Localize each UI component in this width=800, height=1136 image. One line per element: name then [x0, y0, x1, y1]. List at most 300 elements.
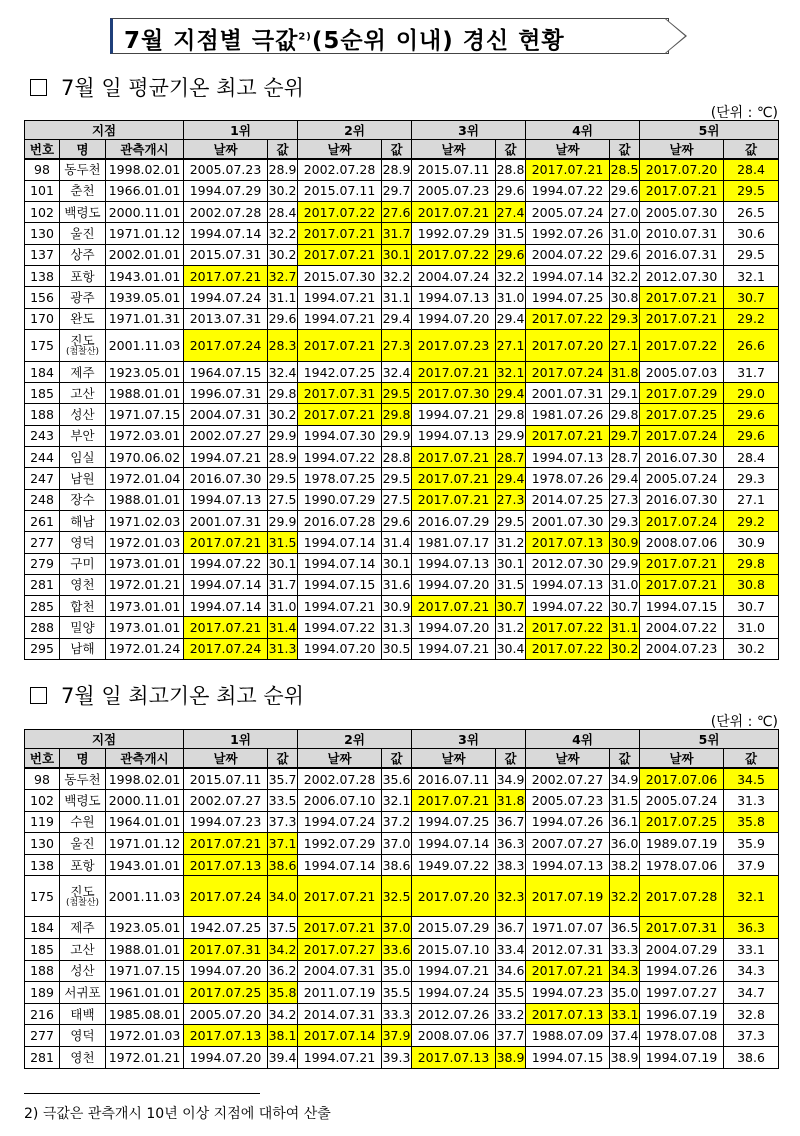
station-name-cell: [60, 811, 106, 833]
rank-4-date: 2017.07.21: [526, 960, 610, 982]
table-row: [25, 404, 779, 425]
rank-3-value: 36.7: [496, 811, 526, 833]
station-number: 156: [25, 287, 60, 308]
rank-2-value: 35.6: [382, 768, 412, 790]
rank-4-value: 29.8: [610, 404, 640, 425]
subheader-cell: 날짜: [640, 749, 724, 769]
rank-4-date: 2005.07.23: [526, 790, 610, 812]
header-rank-3: 3위: [412, 730, 526, 749]
observation-start: 2001.11.03: [106, 329, 184, 361]
table-row: [25, 361, 779, 382]
rank-2-value: 31.4: [382, 532, 412, 553]
rank-2-date: 2017.07.21: [298, 917, 382, 939]
rank-1-date: 2015.07.31: [184, 244, 268, 265]
rank-1-value: 28.4: [268, 202, 298, 223]
rank-2-date: 1994.07.15: [298, 574, 382, 595]
subheader-cell: 관측개시: [106, 749, 184, 769]
rank-4-date: 1994.07.25: [526, 287, 610, 308]
rank-1-value: 29.9: [268, 510, 298, 531]
title-footnote-mark: 2): [298, 31, 312, 43]
rank-5-value: 38.6: [724, 1047, 779, 1069]
station-name-cell: [60, 854, 106, 876]
rank-1-date: 2002.07.27: [184, 425, 268, 446]
table-row: [25, 638, 779, 659]
station-name: 영덕: [70, 1028, 95, 1044]
station-number: 184: [25, 917, 60, 939]
rank-1-date: 1964.07.15: [184, 361, 268, 382]
rank-3-value: 32.2: [496, 265, 526, 286]
rank-5-value: 26.5: [724, 202, 779, 223]
rank-1-date: 2017.07.31: [184, 939, 268, 961]
rank-4-value: 27.0: [610, 202, 640, 223]
table-row: [25, 833, 779, 855]
rank-3-value: 36.7: [496, 917, 526, 939]
rank-5-date: 2017.07.21: [640, 308, 724, 329]
observation-start: 1972.01.03: [106, 1025, 184, 1047]
rank-3-value: 29.6: [496, 244, 526, 265]
rank-3-value: 27.1: [496, 329, 526, 361]
rank-4-date: 2017.07.19: [526, 876, 610, 917]
subheader-cell: 값: [496, 140, 526, 160]
rank-3-date: 2017.07.21: [412, 790, 496, 812]
rank-1-value: 33.5: [268, 790, 298, 812]
rank-3-date: 2017.07.13: [412, 1047, 496, 1069]
rank-2-date: 2006.07.10: [298, 790, 382, 812]
section-title: 7월 일 최고기온 최고 순위: [61, 684, 304, 708]
rank-5-date: 2008.07.06: [640, 532, 724, 553]
rank-2-value: 29.5: [382, 468, 412, 489]
rank-2-date: 1994.07.21: [298, 1047, 382, 1069]
rank-4-value: 32.2: [610, 876, 640, 917]
rank-5-date: 2017.07.24: [640, 425, 724, 446]
station-number: 184: [25, 361, 60, 382]
rank-5-date: 2005.07.30: [640, 202, 724, 223]
rank-5-value: 30.7: [724, 287, 779, 308]
rank-4-value: 29.6: [610, 180, 640, 201]
station-name-cell: [60, 1025, 106, 1047]
rank-4-value: 29.7: [610, 425, 640, 446]
rank-5-value: 26.6: [724, 329, 779, 361]
rank-2-value: 27.6: [382, 202, 412, 223]
table-row: [25, 917, 779, 939]
rank-2-value: 32.4: [382, 361, 412, 382]
rank-1-date: 2017.07.24: [184, 876, 268, 917]
rank-2-value: 29.6: [382, 510, 412, 531]
rank-2-date: 2002.07.28: [298, 159, 382, 180]
station-number: 130: [25, 223, 60, 244]
rank-2-date: 1994.07.14: [298, 854, 382, 876]
station-number: 170: [25, 308, 60, 329]
station-name-cell: [60, 939, 106, 961]
rank-5-value: 29.5: [724, 180, 779, 201]
station-name: 진도: [70, 332, 95, 348]
rank-5-date: 1994.07.26: [640, 960, 724, 982]
rank-3-value: 31.5: [496, 574, 526, 595]
station-name: 태백: [70, 1006, 95, 1022]
rank-5-value: 32.8: [724, 1003, 779, 1025]
table-row: [25, 768, 779, 790]
station-name: 밀양: [70, 620, 95, 636]
rank-4-date: 1994.07.14: [526, 265, 610, 286]
rank-5-value: 31.7: [724, 361, 779, 382]
station-number: 101: [25, 180, 60, 201]
subheader-cell: 값: [724, 140, 779, 160]
rank-1-value: 28.9: [268, 447, 298, 468]
rank-5-value: 32.1: [724, 265, 779, 286]
rank-1-value: 29.5: [268, 468, 298, 489]
station-number: 175: [25, 329, 60, 361]
rank-2-value: 31.7: [382, 223, 412, 244]
rank-3-date: 1994.07.13: [412, 425, 496, 446]
rank-2-date: 2017.07.22: [298, 202, 382, 223]
rank-5-date: 1994.07.19: [640, 1047, 724, 1069]
station-name: 울진: [70, 836, 95, 852]
observation-start: 1961.01.01: [106, 982, 184, 1004]
rank-1-value: 32.7: [268, 265, 298, 286]
station-name: 성산: [70, 407, 95, 423]
station-name: 백령도: [64, 204, 101, 220]
rank-2-value: 28.9: [382, 159, 412, 180]
rank-4-value: 30.7: [610, 596, 640, 617]
rank-2-value: 30.1: [382, 553, 412, 574]
observation-start: 1964.01.01: [106, 811, 184, 833]
observation-start: 1972.01.03: [106, 532, 184, 553]
rank-4-date: 1981.07.26: [526, 404, 610, 425]
rank-1-value: 38.1: [268, 1025, 298, 1047]
rank-5-date: 2005.07.24: [640, 790, 724, 812]
rank-3-value: 29.6: [496, 180, 526, 201]
rank-2-date: 1994.07.22: [298, 447, 382, 468]
station-name: 임실: [70, 449, 95, 465]
rank-3-date: 2016.07.29: [412, 510, 496, 531]
observation-start: 1973.01.01: [106, 553, 184, 574]
station-name-cell: [60, 180, 106, 201]
station-name-cell: [60, 329, 106, 361]
station-name: 동두천: [64, 771, 101, 787]
station-number: 119: [25, 811, 60, 833]
max-temp-table: [24, 729, 779, 1069]
subheader-cell: 명: [60, 749, 106, 769]
rank-3-value: 28.8: [496, 159, 526, 180]
station-name-cell: [60, 244, 106, 265]
rank-1-value: 30.2: [268, 404, 298, 425]
observation-start: 2000.11.01: [106, 790, 184, 812]
rank-2-date: 2017.07.21: [298, 223, 382, 244]
station-name: 합천: [70, 598, 95, 614]
table-row: [25, 159, 779, 180]
station-name: 고산: [70, 385, 95, 401]
rank-2-date: 2017.07.31: [298, 383, 382, 404]
station-name-cell: [60, 790, 106, 812]
rank-4-value: 29.1: [610, 383, 640, 404]
rank-3-date: 1994.07.21: [412, 404, 496, 425]
rank-2-date: 2002.07.28: [298, 768, 382, 790]
rank-3-value: 29.8: [496, 404, 526, 425]
rank-3-date: 1994.07.25: [412, 811, 496, 833]
rank-2-value: 37.0: [382, 917, 412, 939]
rank-4-value: 29.6: [610, 244, 640, 265]
square-bullet-icon: [30, 79, 47, 96]
rank-5-value: 32.1: [724, 876, 779, 917]
rank-1-date: 2017.07.24: [184, 329, 268, 361]
rank-2-value: 30.5: [382, 638, 412, 659]
rank-4-value: 38.9: [610, 1047, 640, 1069]
rank-3-date: 2017.07.30: [412, 383, 496, 404]
rank-3-date: 1994.07.20: [412, 308, 496, 329]
table-row: [25, 854, 779, 876]
station-number: 102: [25, 202, 60, 223]
rank-4-date: 1994.07.13: [526, 574, 610, 595]
rank-1-value: 37.3: [268, 811, 298, 833]
rank-2-value: 32.5: [382, 876, 412, 917]
subheader-cell: 날짜: [184, 140, 268, 160]
rank-3-value: 31.0: [496, 287, 526, 308]
station-name-cell: [60, 223, 106, 244]
station-name-cell: [60, 1003, 106, 1025]
rank-5-value: 33.1: [724, 939, 779, 961]
rank-3-value: 27.3: [496, 489, 526, 510]
station-number: 243: [25, 425, 60, 446]
rank-3-value: 30.1: [496, 553, 526, 574]
subheader-cell: 날짜: [412, 140, 496, 160]
rank-2-value: 38.6: [382, 854, 412, 876]
station-name: 춘천: [70, 183, 95, 199]
rank-2-date: 2014.07.31: [298, 1003, 382, 1025]
station-number: 102: [25, 790, 60, 812]
rank-1-value: 32.4: [268, 361, 298, 382]
rank-3-date: 1994.07.20: [412, 574, 496, 595]
observation-start: 1972.03.01: [106, 425, 184, 446]
rank-3-value: 34.6: [496, 960, 526, 982]
rank-2-date: 1994.07.24: [298, 811, 382, 833]
table-row: [25, 790, 779, 812]
rank-4-value: 27.3: [610, 489, 640, 510]
rank-3-value: 29.4: [496, 468, 526, 489]
station-number: 98: [25, 159, 60, 180]
rank-4-date: 1992.07.26: [526, 223, 610, 244]
rank-3-date: 2017.07.22: [412, 244, 496, 265]
station-name: 영덕: [70, 534, 95, 550]
rank-1-value: 39.4: [268, 1047, 298, 1069]
rank-4-value: 36.5: [610, 917, 640, 939]
rank-2-value: 33.3: [382, 1003, 412, 1025]
rank-4-date: 1978.07.26: [526, 468, 610, 489]
station-name-cell: [60, 468, 106, 489]
table-row: [25, 1003, 779, 1025]
rank-3-value: 31.2: [496, 617, 526, 638]
rank-4-value: 36.1: [610, 811, 640, 833]
unit-label-1: (단위 : ℃): [710, 105, 778, 121]
title-main: 7월 지점별 극값: [124, 28, 299, 54]
rank-4-date: 1988.07.09: [526, 1025, 610, 1047]
section-heading-1: [30, 72, 304, 102]
rank-2-value: 37.0: [382, 833, 412, 855]
rank-4-value: 29.9: [610, 553, 640, 574]
rank-3-value: 31.8: [496, 790, 526, 812]
header-rank-3: 3위: [412, 121, 526, 140]
observation-start: 1985.08.01: [106, 1003, 184, 1025]
rank-4-value: 30.9: [610, 532, 640, 553]
rank-2-date: 1994.07.21: [298, 308, 382, 329]
station-name-cell: [60, 960, 106, 982]
rank-2-date: 2017.07.14: [298, 1025, 382, 1047]
rank-3-value: 30.4: [496, 638, 526, 659]
rank-1-date: 2001.07.31: [184, 510, 268, 531]
rank-2-value: 31.3: [382, 617, 412, 638]
observation-start: 1971.07.15: [106, 960, 184, 982]
subheader-cell: 값: [382, 749, 412, 769]
rank-4-value: 33.1: [610, 1003, 640, 1025]
rank-5-value: 29.0: [724, 383, 779, 404]
station-name-cell: [60, 447, 106, 468]
rank-5-date: 2017.07.21: [640, 553, 724, 574]
rank-2-date: 2015.07.11: [298, 180, 382, 201]
table-row: [25, 532, 779, 553]
rank-3-date: 1994.07.20: [412, 617, 496, 638]
rank-2-value: 30.9: [382, 596, 412, 617]
rank-3-date: 2017.07.21: [412, 468, 496, 489]
rank-1-date: 2017.07.21: [184, 617, 268, 638]
station-name: 남원: [70, 471, 95, 486]
rank-5-value: 30.8: [724, 574, 779, 595]
table-row: [25, 982, 779, 1004]
rank-5-date: 2017.07.21: [640, 180, 724, 201]
subheader-cell: 값: [268, 140, 298, 160]
rank-4-date: 2005.07.24: [526, 202, 610, 223]
station-name: 서귀포: [64, 985, 101, 1001]
rank-5-value: 28.4: [724, 159, 779, 180]
rank-3-date: 2012.07.26: [412, 1003, 496, 1025]
table-row: [25, 308, 779, 329]
table-row: [25, 489, 779, 510]
station-name: 광주: [70, 289, 95, 305]
station-number: 175: [25, 876, 60, 917]
subheader-cell: 번호: [25, 140, 60, 160]
table-row: [25, 244, 779, 265]
rank-1-date: 1994.07.22: [184, 553, 268, 574]
rank-5-value: 34.3: [724, 960, 779, 982]
subheader-cell: 날짜: [298, 749, 382, 769]
station-name: 상주: [70, 247, 95, 263]
rank-4-value: 32.2: [610, 265, 640, 286]
rank-4-date: 2017.07.13: [526, 532, 610, 553]
section-title: 7월 일 평균기온 최고 순위: [61, 76, 304, 100]
rank-2-date: 1994.07.21: [298, 287, 382, 308]
station-number: 188: [25, 960, 60, 982]
rank-1-date: 2017.07.21: [184, 833, 268, 855]
rank-1-date: 1942.07.25: [184, 917, 268, 939]
table-row: [25, 596, 779, 617]
rank-3-date: 1994.07.14: [412, 833, 496, 855]
station-name-cell: [60, 574, 106, 595]
rank-5-value: 37.3: [724, 1025, 779, 1047]
rank-1-value: 27.5: [268, 489, 298, 510]
rank-1-date: 2017.07.13: [184, 1025, 268, 1047]
station-number: 277: [25, 532, 60, 553]
table-row: [25, 202, 779, 223]
rank-5-date: 2017.07.25: [640, 811, 724, 833]
rank-3-date: 2004.07.24: [412, 265, 496, 286]
rank-5-value: 30.7: [724, 596, 779, 617]
rank-5-date: 2017.07.21: [640, 574, 724, 595]
rank-2-date: 1990.07.29: [298, 489, 382, 510]
rank-1-value: 32.2: [268, 223, 298, 244]
rank-3-date: 2016.07.11: [412, 768, 496, 790]
station-name-cell: [60, 308, 106, 329]
rank-2-value: 30.1: [382, 244, 412, 265]
rank-3-date: 2017.07.23: [412, 329, 496, 361]
station-number: 281: [25, 1047, 60, 1069]
station-number: 188: [25, 404, 60, 425]
rank-4-date: 1994.07.22: [526, 180, 610, 201]
rank-4-date: 1994.07.13: [526, 854, 610, 876]
rank-3-value: 34.9: [496, 768, 526, 790]
subheader-cell: 날짜: [640, 140, 724, 160]
subheader-cell: 날짜: [298, 140, 382, 160]
station-number: 277: [25, 1025, 60, 1047]
rank-2-value: 33.6: [382, 939, 412, 961]
table-row: [25, 1047, 779, 1069]
station-name: 영천: [70, 1049, 95, 1065]
rank-4-value: 31.8: [610, 361, 640, 382]
table-row: [25, 223, 779, 244]
station-name: 영천: [70, 577, 95, 593]
rank-5-date: 2017.07.28: [640, 876, 724, 917]
rank-1-date: 2004.07.31: [184, 404, 268, 425]
station-name-cell: [60, 510, 106, 531]
rank-4-date: 2017.07.20: [526, 329, 610, 361]
station-name: 해남: [70, 513, 95, 529]
rank-4-date: 2001.07.30: [526, 510, 610, 531]
rank-5-value: 30.9: [724, 532, 779, 553]
rank-3-date: 2017.07.21: [412, 361, 496, 382]
rank-5-date: 1996.07.19: [640, 1003, 724, 1025]
rank-3-date: 2017.07.21: [412, 202, 496, 223]
station-name: 부안: [70, 428, 95, 444]
rank-5-value: 28.4: [724, 447, 779, 468]
rank-5-date: 2017.07.31: [640, 917, 724, 939]
rank-2-date: 2017.07.21: [298, 404, 382, 425]
rank-1-date: 1994.07.14: [184, 223, 268, 244]
rank-2-date: 1992.07.29: [298, 833, 382, 855]
observation-start: 1971.07.15: [106, 404, 184, 425]
rank-1-date: 2015.07.11: [184, 768, 268, 790]
rank-1-date: 2017.07.13: [184, 854, 268, 876]
station-name-cell: [60, 596, 106, 617]
rank-1-value: 28.9: [268, 159, 298, 180]
rank-3-date: 1994.07.13: [412, 287, 496, 308]
station-name: 제주: [70, 920, 95, 936]
rank-3-date: 2008.07.06: [412, 1025, 496, 1047]
rank-3-value: 30.7: [496, 596, 526, 617]
rank-5-value: 29.2: [724, 510, 779, 531]
station-name: 포항: [70, 857, 95, 873]
rank-1-value: 31.3: [268, 638, 298, 659]
rank-1-value: 38.6: [268, 854, 298, 876]
rank-1-value: 31.0: [268, 596, 298, 617]
rank-2-value: 29.8: [382, 404, 412, 425]
header-rank-1: 1위: [184, 730, 298, 749]
rank-3-date: 1994.07.21: [412, 960, 496, 982]
subheader-cell: 명: [60, 140, 106, 160]
rank-2-date: 2017.07.27: [298, 939, 382, 961]
station-number: 295: [25, 638, 60, 659]
rank-5-value: 34.5: [724, 768, 779, 790]
rank-1-date: 2002.07.28: [184, 202, 268, 223]
observation-start: 1970.06.02: [106, 447, 184, 468]
rank-1-date: 2016.07.30: [184, 468, 268, 489]
rank-2-date: 2004.07.31: [298, 960, 382, 982]
